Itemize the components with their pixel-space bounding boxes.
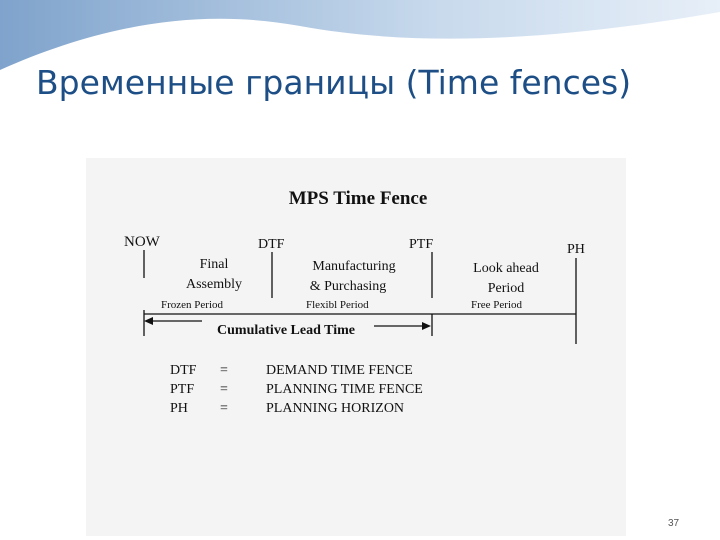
slide-title: Временные границы (Time fences): [36, 63, 632, 102]
arrowhead-left: [144, 317, 153, 325]
legend-abbr-dtf: DTF: [170, 363, 197, 378]
period-free: Free Period: [471, 299, 523, 311]
marker-now: NOW: [124, 234, 160, 250]
legend-abbr-ptf: PTF: [170, 382, 195, 397]
diagram-heading: MPS Time Fence: [288, 188, 428, 209]
period-flexible: Flexibl Period: [306, 299, 369, 311]
legend-meaning-dtf: DEMAND TIME FENCE: [266, 363, 413, 378]
period-frozen: Frozen Period: [161, 299, 224, 311]
zone-final-assembly-line1: Final: [199, 257, 229, 272]
arrowhead-right: [422, 322, 431, 330]
legend-meaning-ph: PLANNING HORIZON: [266, 401, 405, 416]
zone-look-ahead-line2: Period: [487, 281, 525, 296]
zone-manufacturing-line1: Manufacturing: [312, 259, 396, 274]
legend-meaning-ptf: PLANNING TIME FENCE: [266, 382, 423, 397]
zone-final-assembly-line2: Assembly: [186, 277, 242, 292]
zone-manufacturing-line2: & Purchasing: [309, 279, 387, 294]
marker-ptf: PTF: [409, 237, 434, 252]
page-number: 37: [668, 518, 680, 529]
legend-eq-ptf: =: [220, 382, 228, 397]
marker-ph: PH: [567, 242, 585, 257]
legend-eq-ph: =: [220, 401, 228, 416]
zone-look-ahead-line1: Look ahead: [473, 261, 539, 276]
cumulative-lead-time-label: Cumulative Lead Time: [217, 323, 355, 338]
legend-eq-dtf: =: [220, 363, 228, 378]
legend-abbr-ph: PH: [170, 401, 188, 416]
mps-time-fence-diagram: [86, 158, 626, 536]
marker-dtf: DTF: [258, 237, 285, 252]
